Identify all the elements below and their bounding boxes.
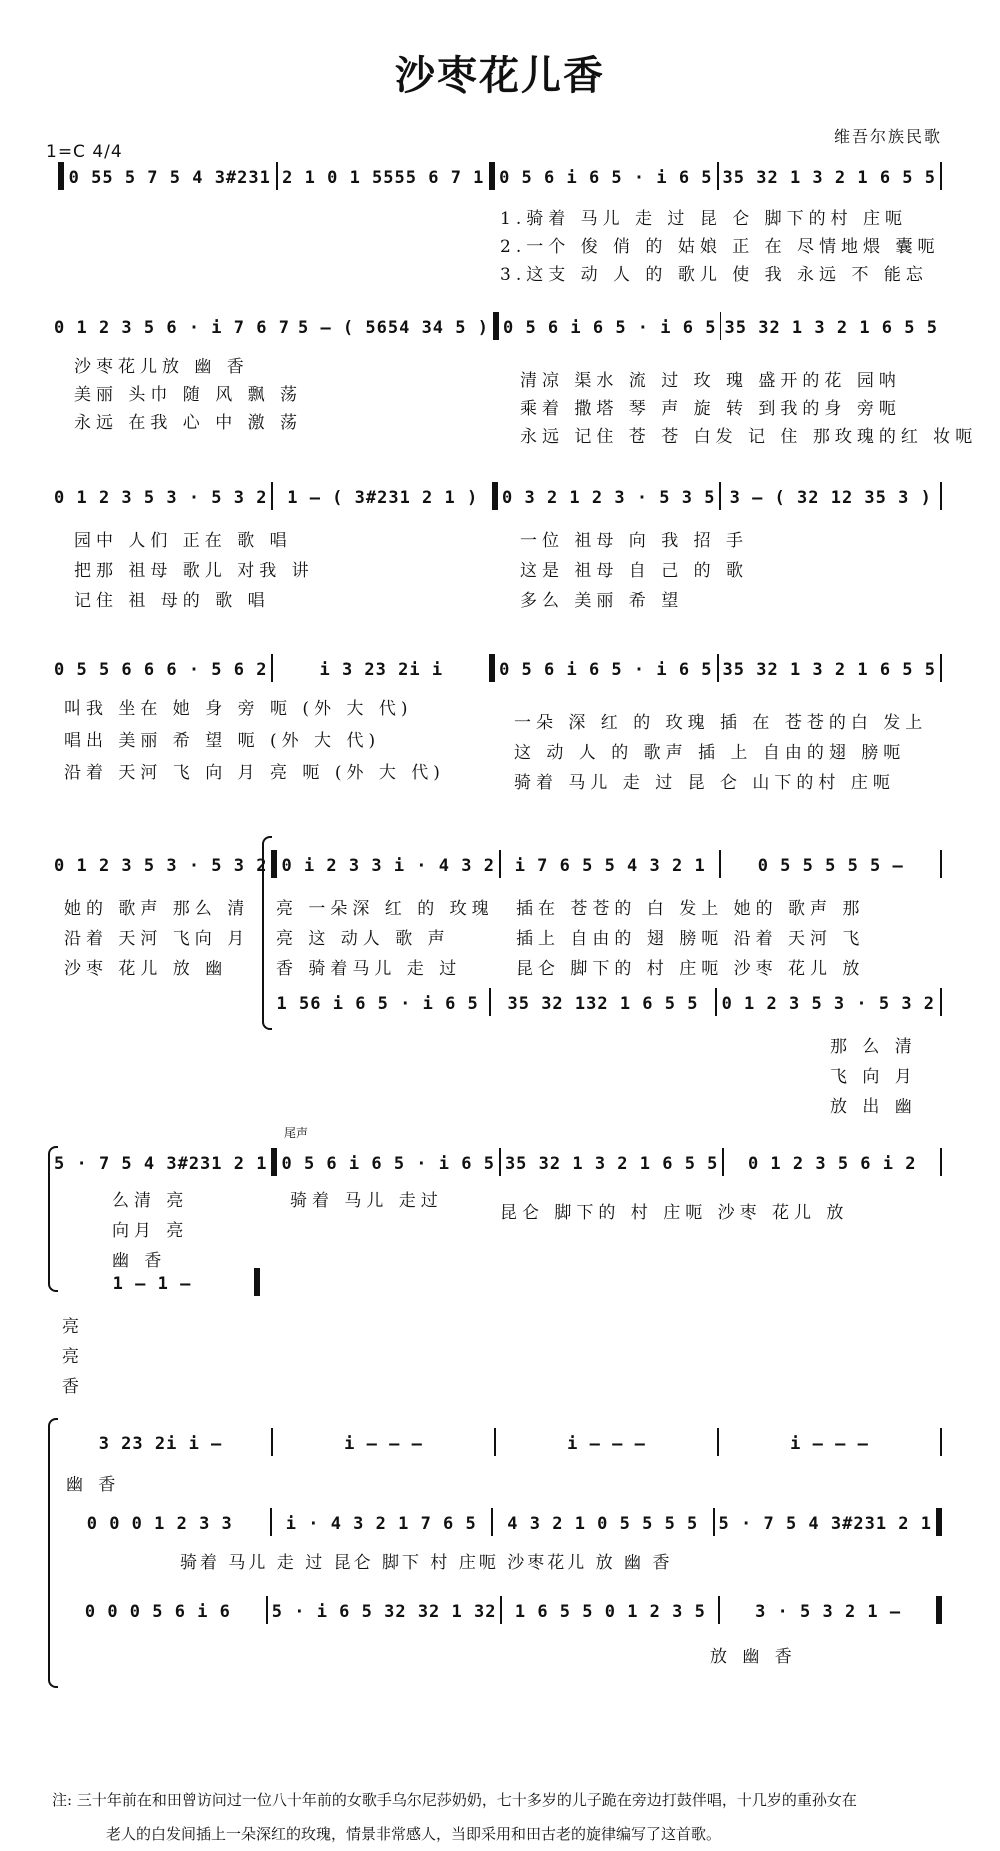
lyric-line: 骑着 马儿 走 过 昆仑 脚下 村 庄呃 沙枣花儿 放 幽 香 [180, 1548, 672, 1573]
lyric-line: 唱出 美丽 希 望 呃 (外 大 代) [64, 726, 380, 751]
measure: i 3 23 2i i [277, 660, 485, 680]
barline [271, 1428, 273, 1456]
lyric-line: 骑着 马儿 走 过 昆 仑 山下的村 庄呃 [514, 768, 895, 793]
lyric-line: 沙枣 花儿 放 幽 [64, 954, 227, 979]
measure: 35 32 1 3 2 1 6 5 5 [725, 318, 938, 338]
barline [713, 1508, 715, 1536]
score-system-5 [54, 852, 946, 876]
measure: 5 — ( 5654 34 5 ) [298, 318, 489, 338]
lyric-line: 2.一个 俊 俏 的 姑娘 正 在 尽情地煨 囊呃 [500, 232, 939, 257]
measure: 0 5 5 6 6 6 · 5 6 2 [54, 660, 267, 680]
score-system-6 [54, 1150, 946, 1174]
lyric-line: 沿着 天河 飞 向 月 亮 呃 (外 大 代) [64, 758, 445, 783]
measure: 1 — ( 3#231 2 1 ) [277, 488, 488, 508]
score-system-3 [54, 484, 946, 508]
barline [494, 1428, 496, 1456]
barline [717, 162, 719, 190]
measure: 0 1 2 3 5 6 i 2 [728, 1154, 936, 1174]
barline [271, 482, 273, 510]
lyric-line: 向月 亮 [112, 1216, 188, 1241]
coda-label: 尾声 [284, 1124, 308, 1141]
measure: 0 1 2 3 5 3 · 5 3 2 [721, 994, 936, 1014]
measure: 3 — ( 32 12 35 3 ) [725, 488, 936, 508]
footnote [52, 1783, 952, 1851]
barline [271, 1148, 277, 1176]
measure: 3 23 2i i — [54, 1434, 267, 1454]
lyric-line: 叫我 坐在 她 身 旁 呃 (外 大 代) [64, 694, 413, 719]
page-title: 沙枣花儿香 [0, 44, 1000, 101]
measure: 1 6 5 5 0 1 2 3 5 [506, 1602, 714, 1622]
lyric-line: 插在 苍苍的 白 发上 她的 歌声 那 [516, 894, 864, 919]
lyric-line: 香 骑着马儿 走 过 [276, 954, 461, 979]
lyric-line: 幽 香 [66, 1470, 120, 1495]
lyric-line: 把那 祖母 歌儿 对我 讲 [74, 556, 314, 581]
barline [936, 1596, 942, 1624]
lyric-line: 插上 自由的 翅 膀呃 沿着 天河 飞 [516, 924, 864, 949]
measure: 0 5 6 i 6 5 · i 6 5 [281, 1154, 494, 1174]
lyric-line: 3.这支 动 人 的 歌儿 使 我 永远 不 能忘 [500, 260, 928, 285]
barline [500, 1596, 502, 1624]
measure: 5 · 7 5 4 3#231 2 1 [54, 1154, 267, 1174]
score-voice-top [54, 1430, 946, 1454]
lyric-line: 美丽 头巾 随 风 飘 荡 [74, 380, 302, 405]
measure: 35 32 1 3 2 1 6 5 5 [505, 1154, 718, 1174]
measure: 5 · 7 5 4 3#231 2 1 [719, 1514, 932, 1534]
measure: 0 5 6 i 6 5 · i 6 5 [503, 318, 716, 338]
lyric-line: 沿着 天河 飞向 月 [64, 924, 249, 949]
lyric-line: 永远 记住 苍 苍 白发 记 住 那玫瑰的红 妆呃 [520, 422, 977, 447]
footnote-line-1: 三十年前在和田曾访问过一位八十年前的女歌手乌尔尼莎奶奶，七十多岁的儿子跪在旁边打鼓伴唱，十几岁的重孙女在 [77, 1791, 857, 1809]
barline [493, 312, 499, 340]
measure: 0 1 2 3 5 3 · 5 3 2 [54, 856, 267, 876]
lyric-line: 昆仑 脚下的 村 庄呃 沙枣 花儿 放 [500, 1198, 848, 1223]
barline [722, 1148, 724, 1176]
measure: 0 5 5 5 5 5 — [725, 856, 936, 876]
barline [489, 988, 491, 1016]
measure: 35 32 1 3 2 1 6 5 5 [723, 660, 936, 680]
barline [940, 850, 942, 878]
measure: 0 0 0 1 2 3 3 [54, 1514, 266, 1534]
lyric-line: 清凉 渠水 流 过 玫 瑰 盛开的花 园呐 [520, 366, 901, 391]
lyric-line: 骑着 马儿 走过 [290, 1186, 443, 1211]
lyric-line: 亮 [62, 1312, 84, 1337]
barline [719, 482, 721, 510]
footnote-line-2: 老人的白发间插上一朵深红的玫瑰，情景非常感人，当即采用和田古老的旋律编写了这首歌。 [52, 1817, 952, 1851]
barline [717, 654, 719, 682]
measure: 1 56 i 6 5 · i 6 5 [270, 994, 485, 1014]
measure: 35 32 132 1 6 5 5 [495, 994, 710, 1014]
lyric-line: 沙枣花儿放 幽 香 [74, 352, 249, 377]
score-system-4 [54, 656, 946, 680]
lyric-line: 么清 亮 [112, 1186, 188, 1211]
measure: 0 3 2 1 2 3 · 5 3 5 [502, 488, 715, 508]
score-system-1 [54, 164, 946, 188]
lyric-line: 亮 这 动人 歌 声 [276, 924, 450, 949]
lyric-line: 园中 人们 正在 歌 唱 [74, 526, 292, 551]
measure: 0 i 2 3 3 i · 4 3 2 [281, 856, 494, 876]
footnote-label: 注: [52, 1791, 72, 1809]
lyric-line: 记住 祖 母的 歌 唱 [74, 586, 270, 611]
lyric-line: 这 动 人 的 歌声 插 上 自由的翅 膀呃 [514, 738, 905, 763]
measure: 0 0 0 5 6 i 6 [54, 1602, 262, 1622]
barline [254, 1268, 260, 1296]
lyric-line: 1.骑着 马儿 走 过 昆 仑 脚下的村 庄呃 [500, 204, 907, 229]
measure: 5 · i 6 5 32 32 1 32 [272, 1602, 497, 1622]
barline [718, 1596, 720, 1624]
lyric-line: 亮 [62, 1342, 84, 1367]
lyric-line: 幽 香 [112, 1246, 166, 1271]
barline [719, 850, 721, 878]
measure: 0 1 2 3 5 3 · 5 3 2 [54, 488, 267, 508]
lyric-line: 一朵 深 红 的 玫瑰 插 在 苍苍的白 发上 [514, 708, 927, 733]
barline [271, 654, 273, 682]
measure: 1 — 1 — [54, 1274, 250, 1294]
barline [940, 162, 942, 190]
lyric-line: 那 么 清 [830, 1032, 917, 1057]
measure: 35 32 1 3 2 1 6 5 5 [723, 168, 936, 188]
lyric-line: 这是 祖母 自 己 的 歌 [520, 556, 748, 581]
measure: i · 4 3 2 1 7 6 5 [276, 1514, 488, 1534]
measure: i — — — [723, 1434, 936, 1454]
lyric-line: 永远 在我 心 中 激 荡 [74, 408, 302, 433]
barline [492, 482, 498, 510]
lyric-line: 放 幽 香 [710, 1642, 797, 1667]
score-voice-bottom [54, 1598, 946, 1622]
barline [940, 1148, 942, 1176]
lyric-line: 她的 歌声 那么 清 [64, 894, 249, 919]
lyric-line: 放 出 幽 [830, 1092, 917, 1117]
measure: 0 5 6 i 6 5 · i 6 5 [499, 168, 712, 188]
barline [266, 1596, 268, 1624]
barline [940, 988, 942, 1016]
barline [491, 1508, 493, 1536]
score-lower-voice [270, 990, 946, 1014]
lyric-line: 乘着 撒塔 琴 声 旋 转 到我的身 旁呃 [520, 394, 901, 419]
lyric-line: 昆仑 脚下的 村 庄呃 沙枣 花儿 放 [516, 954, 864, 979]
score-voice-middle [54, 1510, 946, 1534]
measure: 0 1 2 3 5 6 · i 7 6 7 [54, 318, 290, 338]
measure: 4 3 2 1 0 5 5 5 5 [497, 1514, 709, 1534]
barline [489, 162, 495, 190]
measure: 0 5 6 i 6 5 · i 6 5 [499, 660, 712, 680]
measure: i 7 6 5 5 4 3 2 1 [505, 856, 716, 876]
barline [940, 654, 942, 682]
barline [270, 1508, 272, 1536]
key-signature: 1=C 4/4 [46, 142, 123, 162]
barline [940, 1428, 942, 1456]
barline [940, 482, 942, 510]
lyric-line: 香 [62, 1372, 84, 1397]
barline [499, 850, 501, 878]
barline [276, 162, 278, 190]
system-brace [48, 1418, 58, 1688]
repeat-barline [58, 162, 64, 190]
measure: i — — — [277, 1434, 490, 1454]
measure: 0 55 5 7 5 4 3#231 [68, 168, 272, 188]
barline [271, 850, 277, 878]
barline [717, 1428, 719, 1456]
score-system-2 [54, 314, 946, 338]
barline [489, 654, 495, 682]
lyric-line: 多么 美丽 希 望 [520, 586, 683, 611]
barline [936, 1508, 942, 1536]
barline [499, 1148, 501, 1176]
measure: 3 · 5 3 2 1 — [724, 1602, 932, 1622]
barline [715, 988, 717, 1016]
lyric-line: 飞 向 月 [830, 1062, 917, 1087]
lyric-line: 亮 一朵深 红 的 玫瑰 [276, 894, 494, 919]
measure: i — — — [500, 1434, 713, 1454]
lyric-line: 一位 祖母 向 我 招 手 [520, 526, 748, 551]
score-lower-voice [54, 1270, 264, 1294]
measure: 2 1 0 1 5555 6 7 1 [282, 168, 486, 188]
attribution: 维吾尔族民歌 [834, 124, 942, 147]
